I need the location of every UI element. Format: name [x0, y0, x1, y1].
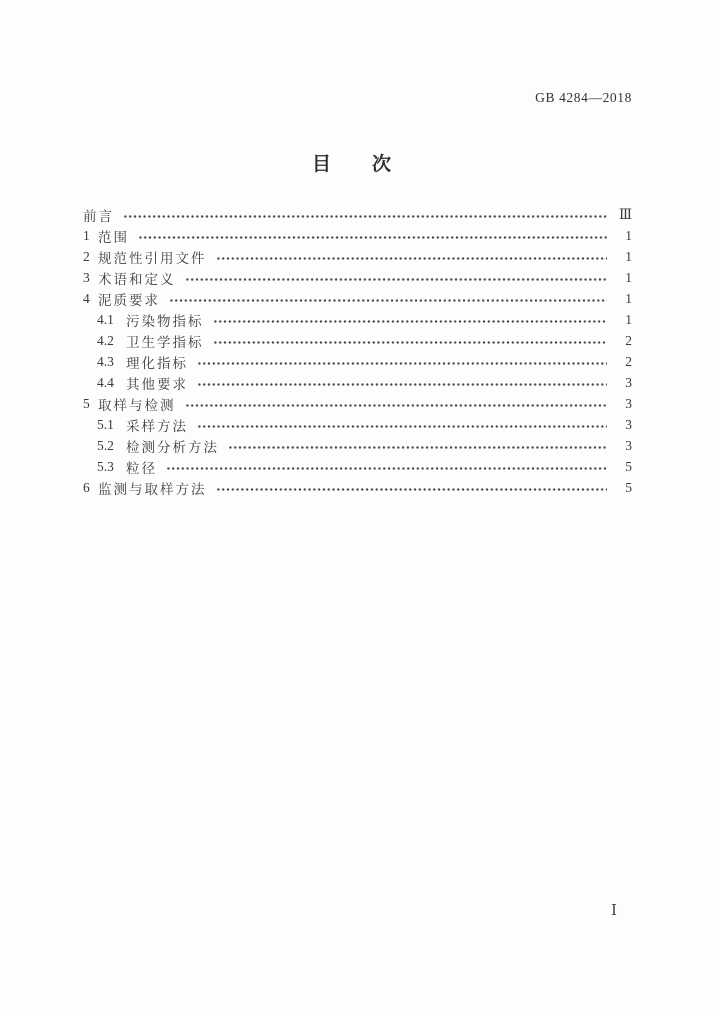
toc-entry [83, 309, 632, 330]
toc-entry-page: 3 [625, 374, 632, 390]
toc-entry-label: 采样方法 [126, 418, 188, 434]
toc-entry-number: 5.3 [97, 458, 114, 474]
toc-entry-number: 4.4 [97, 374, 114, 390]
toc-leader-dots [185, 278, 608, 281]
toc-entry-number: 5 [83, 395, 90, 411]
toc-leader-dots [216, 488, 608, 491]
toc-entry-label: 术语和定义 [98, 271, 176, 287]
toc-entry-number: 5.1 [97, 416, 114, 432]
toc-entry-page: 3 [625, 416, 632, 432]
toc-entry-page: 2 [625, 353, 632, 369]
toc-entry-page: 1 [625, 290, 632, 306]
toc-entry-number: 4.1 [97, 311, 114, 327]
toc-leader-dots [185, 404, 608, 407]
toc-entry-label: 监测与取样方法 [98, 481, 207, 497]
toc-entry-number: 3 [83, 269, 90, 285]
toc-leader-dots [197, 362, 607, 365]
toc-entry-label: 粒径 [126, 460, 157, 476]
toc-entry [83, 267, 632, 288]
toc-entry-label: 泥质要求 [98, 292, 160, 308]
toc-entry-number: 4.2 [97, 332, 114, 348]
toc-entry-number: 6 [83, 479, 90, 495]
toc-entry [83, 351, 632, 372]
toc-entry-page: 1 [625, 269, 632, 285]
toc-entry-page: 2 [625, 332, 632, 348]
toc-entry-label: 卫生学指标 [126, 334, 204, 350]
toc-entry [83, 414, 632, 435]
toc-entry-page: 3 [625, 395, 632, 411]
toc-entry-number: 1 [83, 227, 90, 243]
toc-entry-page: 1 [625, 311, 632, 327]
toc-entry [83, 246, 632, 267]
toc-entry-label: 污染物指标 [126, 313, 204, 329]
toc-leader-dots [197, 383, 607, 386]
toc-entry-label: 检测分析方法 [126, 439, 219, 455]
toc-entry-page: 1 [625, 227, 632, 243]
toc-entry-page: 3 [625, 437, 632, 453]
toc-leader-dots [169, 299, 607, 302]
toc-entry-label: 其他要求 [126, 376, 188, 392]
toc-entry-page: 5 [625, 458, 632, 474]
toc-entry [83, 477, 632, 498]
toc-entry-label: 范围 [98, 229, 129, 245]
toc-entry-number: 2 [83, 248, 90, 264]
toc-entry-number: 5.2 [97, 437, 114, 453]
toc-leader-dots [216, 257, 608, 260]
toc-entry [83, 456, 632, 477]
toc-leader-dots [213, 341, 608, 344]
toc-leader-dots [138, 236, 607, 239]
toc-entry [83, 225, 632, 246]
toc-entry-number: 4 [83, 290, 90, 306]
toc-entry-label: 前言 [83, 208, 114, 224]
standard-code: GB 4284—2018 [535, 90, 632, 105]
toc-entry-number: 4.3 [97, 353, 114, 369]
toc-leader-dots [213, 320, 608, 323]
toc-entry [83, 393, 632, 414]
page-title: 目 次 [311, 154, 402, 175]
toc-entry-page: 1 [625, 248, 632, 264]
toc-entry-page: Ⅲ [618, 206, 632, 222]
toc-list [83, 204, 632, 498]
toc-entry [83, 288, 632, 309]
footer-page-number: Ⅰ [611, 903, 617, 919]
toc-entry [83, 435, 632, 456]
toc-leader-dots [228, 446, 607, 449]
toc-leader-dots [166, 467, 607, 470]
toc-entry [83, 372, 632, 393]
toc-leader-dots [197, 425, 607, 428]
toc-entry-page: 5 [625, 479, 632, 495]
toc-entry [83, 330, 632, 351]
toc-entry-label: 规范性引用文件 [98, 250, 207, 266]
toc-leader-dots [123, 215, 607, 218]
toc-entry-label: 取样与检测 [98, 397, 176, 413]
toc-entry [83, 204, 632, 225]
toc-entry-label: 理化指标 [126, 355, 188, 371]
